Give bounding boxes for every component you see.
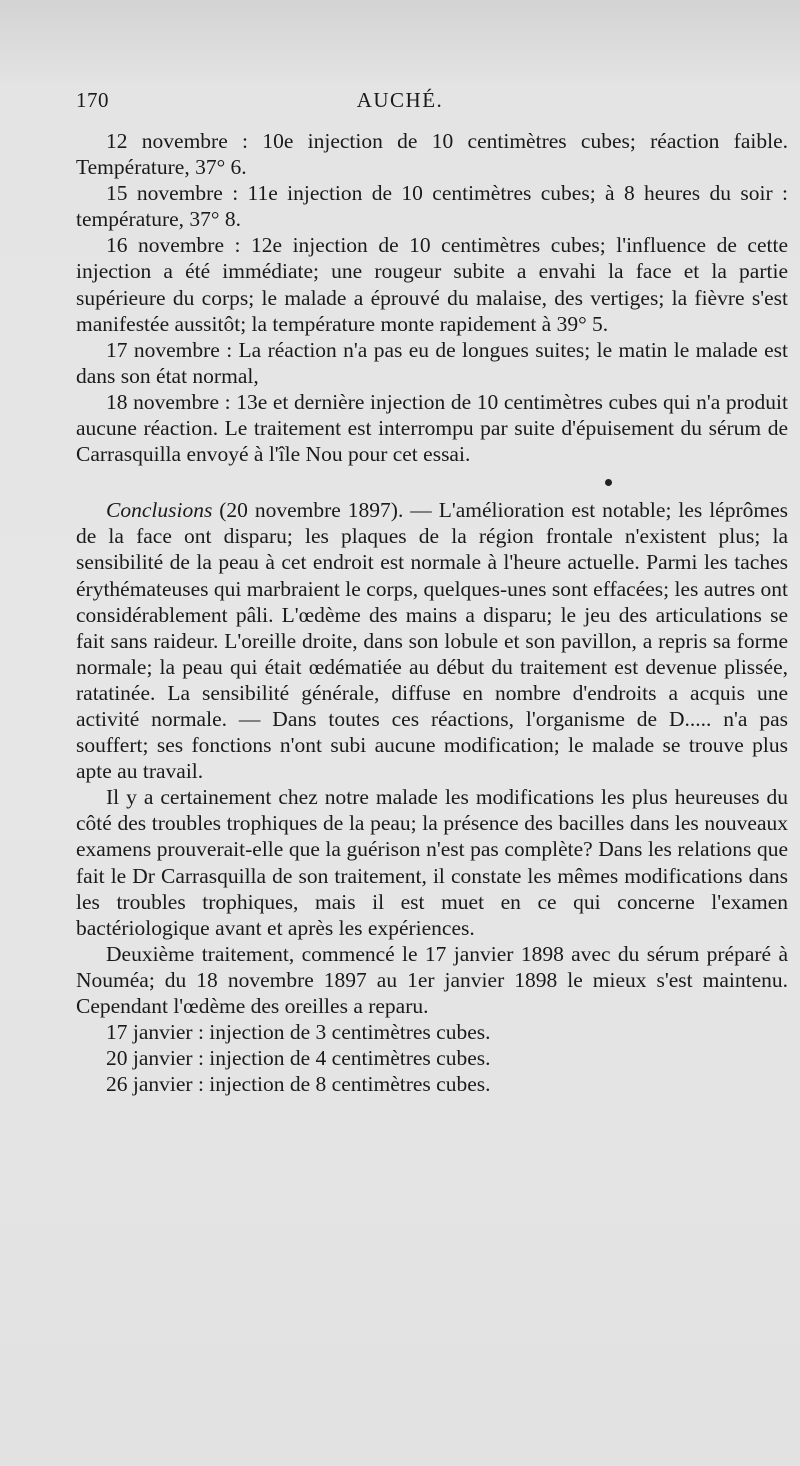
page-body bbox=[76, 128, 788, 1097]
bullet-dot-icon bbox=[605, 479, 612, 486]
paragraph: 20 janvier : injection de 4 centimètres cubes. bbox=[106, 1046, 491, 1071]
paragraph: 26 janvier : injection de 8 centimètres cubes. bbox=[106, 1072, 491, 1097]
paragraph: 17 novembre : La réaction n'a pas eu de longues suites; le matin le malade est dans son état normal, bbox=[76, 337, 788, 388]
running-title: AUCHÉ. bbox=[356, 88, 444, 112]
paragraph: Il y a certainement chez notre malade les modifications les plus heureuses du côté des troubles trophiques de la peau; la présence des bacilles dans les nouveaux examens prouverait-elle que la guérison n'est pas complète? Dans les relations que fait le Dr Carrasquilla de son traitement, il constate les mêmes modifications dans les troubles trophiques, mais il est muet en ce qui concerne l'examen bactériologique avant et après les expériences. bbox=[76, 785, 788, 940]
page-number: 170 bbox=[76, 88, 109, 112]
paragraph: 18 novembre : 13e et dernière injection de 10 centimètres cubes qui n'a produit aucune réaction. Le traitement est interrompu par suite d'épuisement du sérum de Carrasquilla envoyé à l'île Nou pour cet essai. bbox=[76, 389, 788, 467]
section-separator bbox=[76, 467, 788, 497]
paragraph: Deuxième traitement, commencé le 17 janvier 1898 avec du sérum préparé à Nouméa; du 18 novembre 1897 au 1er janvier 1898 le mieux s'est maintenu. Cependant l'œdème des oreilles a reparu. bbox=[76, 941, 788, 1018]
paragraph: 17 janvier : injection de 3 centimètres cubes. bbox=[106, 1020, 491, 1045]
conclusions-label: Conclusions bbox=[106, 498, 213, 523]
running-header bbox=[76, 88, 724, 118]
paragraph: 15 novembre : 11e injection de 10 centimètres cubes; à 8 heures du soir : température, 37° 8. bbox=[76, 181, 788, 232]
conclusions-text: (20 novembre 1897). — L'amélioration est notable; les léprômes de la face ont disparu; les plaques de la région frontale n'existent plus; la sensibilité de la peau à cet endroit est normale à l'heure actuelle. Parmi les taches érythémateuses qui marbraient le corps, quelques-unes sont effacées; les autres ont considérablement pâli. L'œdème des mains a disparu; le jeu des articulations se fait sans raideur. L'oreille droite, dans son lobule et son pavillon, a repris sa forme normale; la peau qui était œdématiée au début du traitement est devenue plissée, ratatinée. La sensibilité générale, diffuse en nombre d'endroits a acquis une activité normale. — Dans toutes ces réactions, l'organisme de D..... n'a pas souffert; ses fonctions n'ont subi aucune modification; le malade se trouve plus apte au travail. bbox=[76, 498, 788, 784]
paragraph: 12 novembre : 10e injection de 10 centimètres cubes; réaction faible. Température, 37° 6. bbox=[76, 129, 788, 180]
conclusions-paragraph bbox=[76, 497, 788, 784]
paragraph: 16 novembre : 12e injection de 10 centimètres cubes; l'influence de cette injection a été immédiate; une rougeur subite a envahi la face et la partie supérieure du corps; le malade a éprouvé du malaise, des vertiges; la fièvre s'est manifestée aussitôt; la température monte rapidement à 39° 5. bbox=[76, 233, 788, 336]
